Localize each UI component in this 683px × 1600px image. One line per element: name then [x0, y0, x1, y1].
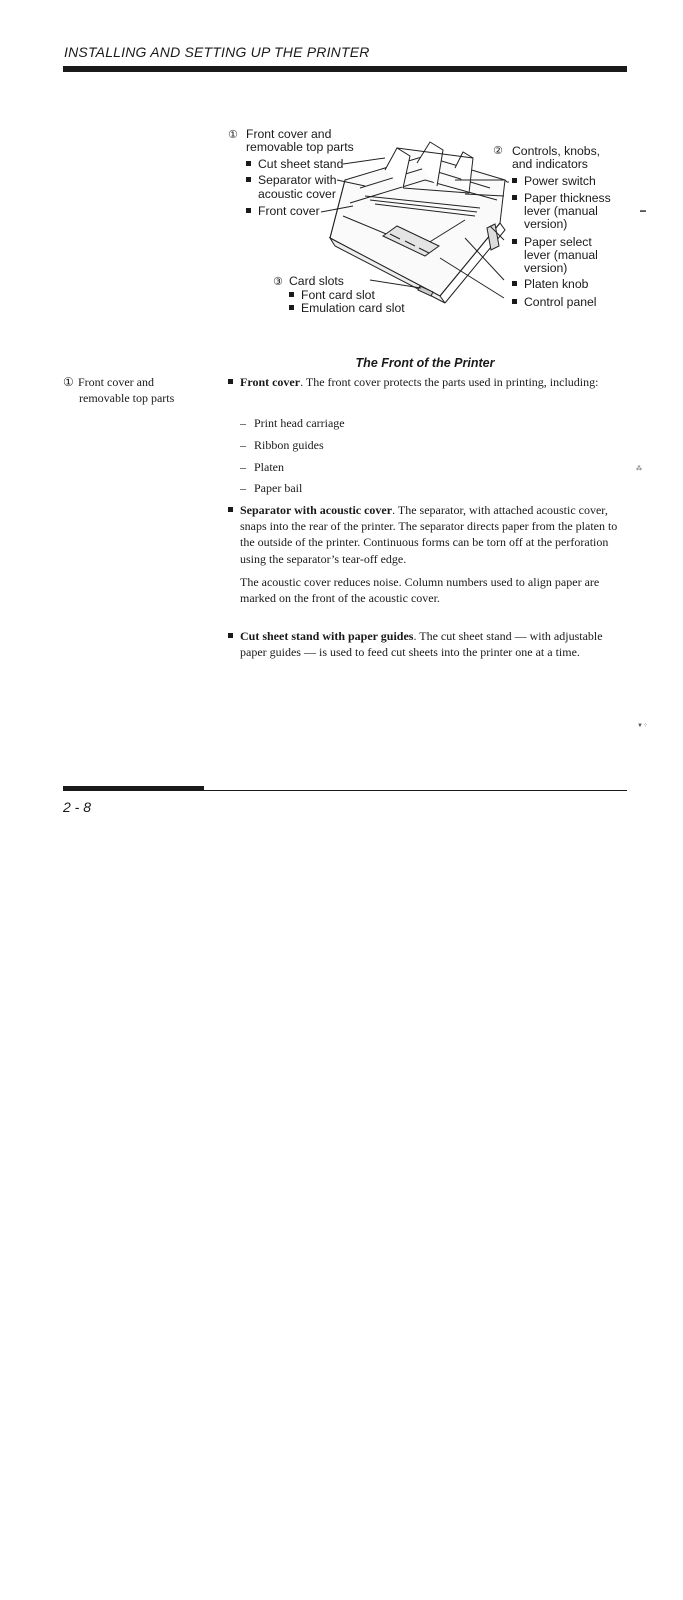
callout-number-2: ②	[493, 145, 503, 157]
bullet	[228, 633, 233, 638]
group2-item: Platen knob	[512, 278, 588, 292]
footer-rule-thin	[63, 790, 627, 791]
page-number: 2 - 8	[63, 799, 92, 815]
front-cover-term: Front cover	[240, 375, 301, 389]
group2-item-cont: version)	[524, 261, 568, 275]
printer-figure	[225, 128, 625, 328]
margin-note-number: ①	[63, 375, 74, 389]
bullet	[228, 507, 233, 512]
front-cover-paragraph	[240, 374, 635, 390]
group2-item-cont: version)	[524, 217, 568, 231]
margin-note-line2: removable top parts	[79, 391, 175, 405]
group1-item: Separator with	[246, 174, 337, 188]
cut-sheet-text: . The cut sheet stand — with adjustable paper guides — is used to feed cut sheets into the printer one at a time.	[240, 629, 603, 660]
group2-item-cont: lever (manual	[524, 248, 598, 262]
separator-paragraph	[240, 502, 630, 567]
group2-item: Power switch	[512, 175, 596, 189]
dash-item: – Print head carriage	[240, 416, 345, 430]
group2-item: Paper select	[512, 236, 592, 250]
scan-speck: ⁂	[636, 466, 642, 472]
margin-note	[63, 374, 174, 406]
dash-item: – Paper bail	[240, 481, 303, 495]
group2-item: Control panel	[512, 296, 597, 310]
group2-title-line1: Controls, knobs,	[512, 144, 601, 158]
cut-sheet-paragraph	[240, 628, 630, 660]
running-head: INSTALLING AND SETTING UP THE PRINTER	[64, 44, 370, 60]
group1-title-line2: removable top parts	[246, 140, 354, 154]
scan-speck: ▼⁘	[637, 723, 648, 729]
cut-sheet-term: Cut sheet stand with paper guides	[240, 629, 414, 643]
separator-text: . The separator, with attached acoustic cover, snaps into the rear of the printer. The separator directs paper from the platen to the outside of the printer. Continuous forms can be torn off at the perforation using the separator’s tear-off edge.	[240, 503, 618, 566]
callout-number-1: ①	[228, 129, 238, 141]
group2-title-line2: and indicators	[512, 157, 588, 171]
callout-number-3: ③	[273, 276, 283, 288]
figure-caption: The Front of the Printer	[355, 356, 495, 370]
header-rule	[63, 66, 627, 72]
scan-speck: ▬	[640, 208, 646, 214]
group1-item-cont: acoustic cover	[258, 187, 336, 201]
group3-title: Card slots	[289, 274, 344, 288]
group3-item: Emulation card slot	[289, 302, 405, 316]
group1-title-line1: Front cover and	[246, 127, 332, 141]
margin-note-line1: Front cover and	[78, 375, 154, 389]
group2-item-cont: lever (manual	[524, 204, 598, 218]
dash-item: – Platen	[240, 460, 284, 474]
dash-item: – Ribbon guides	[240, 438, 324, 452]
group1-item: Front cover	[246, 205, 320, 219]
front-cover-text: . The front cover protects the parts used in printing, including:	[300, 375, 599, 389]
bullet	[228, 379, 233, 384]
group3-item: Font card slot	[289, 289, 375, 303]
group1-item: Cut sheet stand	[246, 158, 343, 172]
group2-item: Paper thickness	[512, 192, 611, 206]
separator-term: Separator with acoustic cover	[240, 503, 393, 517]
acoustic-paragraph: The acoustic cover reduces noise. Column numbers used to align paper are marked on the front of the acoustic cover.	[240, 575, 600, 606]
